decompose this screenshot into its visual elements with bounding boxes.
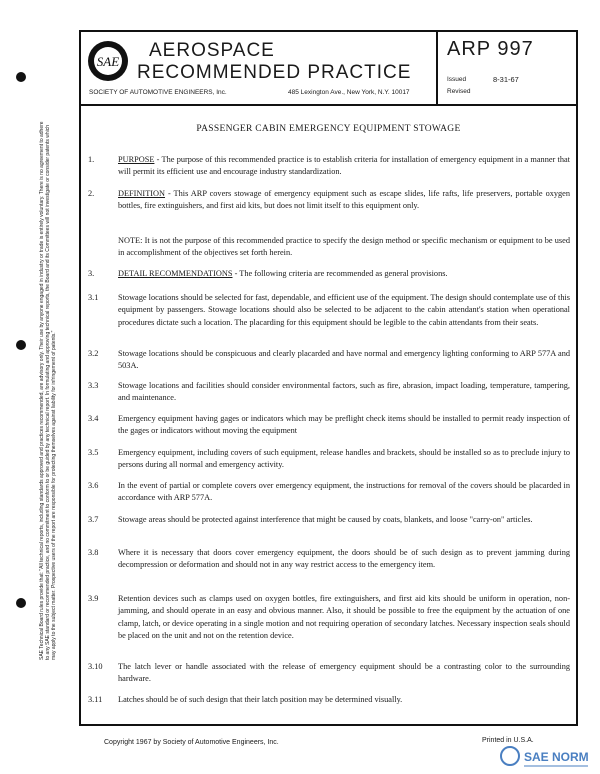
section-3-8: Where it is necessary that doors cover emergency equipment, the doors should be of such design as to prevent jamming during decompression or deformation and should not in any way restrict access to the emergency item.	[118, 548, 570, 570]
section-number: 3.1	[88, 293, 99, 302]
section-3	[118, 268, 570, 280]
section-3-2: Stowage locations should be conspicuous and clearly placarded and have normal and emergency lighting conforming to ARP 577A and 503A.	[118, 349, 570, 371]
section-3-11: Latches should be of such design that their latch position may be determined visually.	[118, 695, 403, 704]
section-heading: DEFINITION	[118, 189, 166, 198]
society-name: SOCIETY OF AUTOMOTIVE ENGINEERS, Inc.	[89, 89, 227, 96]
document-title: PASSENGER CABIN EMERGENCY EQUIPMENT STOWAGE	[196, 124, 461, 134]
section-3-9: Retention devices such as clamps used on oxygen bottles, fire extinguishers, and first aid kits should be uniform in operation, non-jamming, and should operate in an easy and obvious manner. Also, it should be possible to free the equipment by the actuation of one clamp, latch, or device operating in a single motion and not requiring operation of secondary latches. Necessary inspection seals should be placed on the unit and not on the retention device.	[118, 594, 570, 641]
section-number: 3.5	[88, 448, 99, 457]
revised-label: Revised	[447, 88, 471, 95]
side-note	[40, 120, 86, 660]
header-title-line1: AEROSPACE	[149, 40, 275, 61]
section-number: 3.7	[88, 515, 99, 524]
binder-hole	[16, 340, 26, 350]
watermark	[498, 742, 592, 772]
binder-hole	[16, 72, 26, 82]
section-number: 3.8	[88, 548, 99, 557]
section-3-3: Stowage locations and facilities should consider environmental factors, such as fire, abrasion, impact loading, temperature, tampering, and maintenance.	[118, 381, 570, 403]
sae-logo	[87, 40, 129, 82]
section-number: 3.6	[88, 481, 99, 490]
section-heading: PURPOSE	[118, 155, 155, 164]
logo-text: SAE	[96, 54, 120, 69]
document-number: ARP 997	[447, 38, 534, 60]
section-number: 2.	[88, 189, 95, 198]
header-divider	[436, 32, 438, 104]
binder-hole	[16, 598, 26, 608]
section-number: 3.	[88, 269, 95, 278]
section-3-6: In the event of partial or complete covers over emergency equipment, the instructions for removal of the covers should be placarded in accordance with ARP 577A.	[118, 481, 570, 503]
document-header	[79, 30, 578, 106]
section-3-10: The latch lever or handle associated with the release of emergency equipment should be a contrasting color to the surrounding hardware.	[118, 662, 570, 684]
copyright: Copyright 1967 by Society of Automotive Engineers, Inc.	[104, 739, 279, 746]
header-title-line2: RECOMMENDED PRACTICE	[137, 62, 412, 83]
section-text: - This ARP covers stowage of emergency equipment such as escape slides, life rafts, life preservers, portable oxygen bottles, fire extinguishers, and first aid kits, but does not limit itself to this equipment only.	[118, 189, 570, 211]
section-number: 3.10	[88, 662, 103, 671]
society-address: 485 Lexington Ave., New York, N.Y. 10017	[288, 89, 410, 96]
section-note	[118, 235, 570, 260]
section-number: 1.	[88, 155, 95, 164]
section-number: 3.4	[88, 414, 99, 423]
section-3-4: Emergency equipment having gages or indicators which may be preflight check items should be installed to permit ready inspection of the gages or indicators without moving the equipment	[118, 414, 570, 436]
section-3-1: Stowage locations should be selected for fast, dependable, and efficient use of the equipment. The design should contemplate use of this equipment by passengers. Stowage locations should also be selected to be adjacent to the cabin attendant's station when operational procedures dictate such a location. The placarding for this equipment should be legible to the cabin attendants from their seats.	[118, 293, 570, 327]
section-heading: DETAIL RECOMMENDATIONS	[118, 269, 233, 278]
section-number: 3.11	[88, 695, 103, 704]
issued-date: 8-31-67	[493, 75, 519, 84]
section-number: 3.3	[88, 381, 99, 390]
section-3-7: Stowage areas should be protected against interference that might be caused by coats, blankets, and loose "carry-on" articles.	[118, 515, 533, 524]
issued-label: Issued	[447, 76, 467, 83]
side-note-text: SAE Technical Board rules provide that: "All technical reports, including standards approved and practices recommended, are advisory only. Their use by anyone engaged in industry or trade is entirely voluntary. There is no agreement to adhere to any SAE standard or recommended practice, and no commitment to conform to or be guided by any technical report. In formulating and approving technical reports, the Board and its Committees will not investigate or consider patents which may apply to the subject matter. Prospective users of the report are responsible for protecting themselves against liability for infringement of patents."	[39, 121, 57, 660]
watermark-text: SAE NORM	[524, 750, 589, 764]
section-text: - The purpose of this recommended practice is to establish criteria for installation of emergency equipment in a manner that will permit its efficient use and encourage industry standardization.	[118, 155, 570, 177]
printed-in: Printed in U.S.A.	[482, 737, 534, 744]
section-3-5: Emergency equipment, including covers of such equipment, release handles and brackets, should be installed so as to preclude injury to persons during all normal and emergency activity.	[118, 448, 570, 470]
section-2	[118, 188, 570, 213]
section-number: 3.9	[88, 594, 99, 603]
section-text: - The following criteria are recommended as general provisions.	[232, 269, 448, 278]
section-1	[118, 154, 570, 179]
note-text: NOTE: It is not the purpose of this recommended practice to specify the design method or specific mechanism or equipment to be used in accomplishment of the objectives set forth herein.	[118, 236, 570, 258]
section-number: 3.2	[88, 349, 99, 358]
